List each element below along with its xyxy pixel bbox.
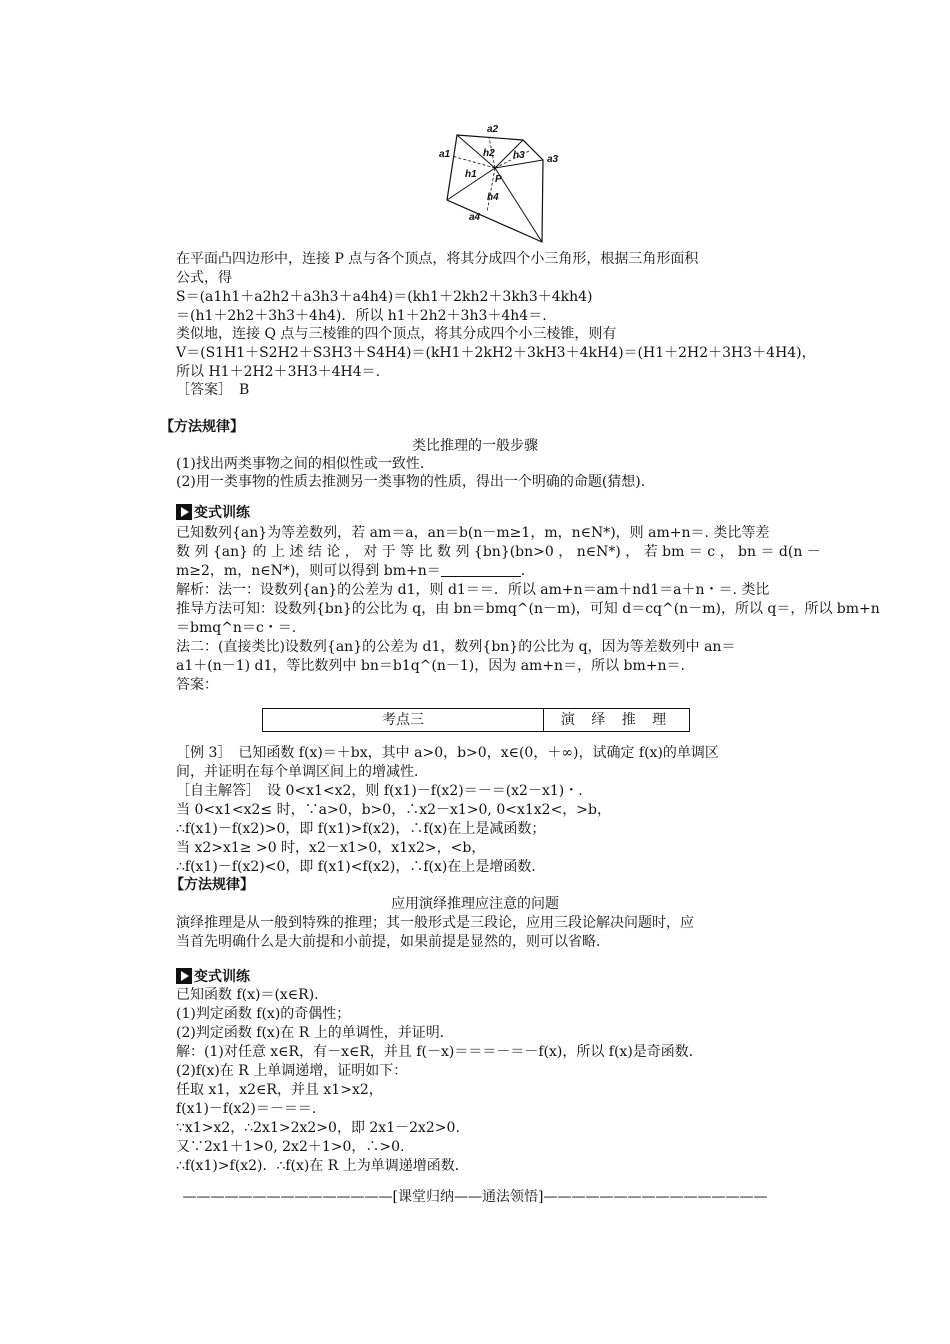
quadrilateral-diagram [425,120,565,245]
solution-line: 解析：法一：设数列{an}的公差为 d1，则 d1＝＝．所以 am+n＝am＋nd1＝a＋n・＝. 类比 [176,582,770,598]
exercise-line: 已知数列{an}为等差数列，若 am＝a，an＝b(n－m≥1，m，n∈N*)，则 am+n＝. 类比等差 [176,525,770,541]
quadrilateral-figure [425,120,565,245]
solution-line: 解：(1)对任意 x∈R，有－x∈R，并且 f(－x)＝＝＝－＝－f(x)，所以 f(x)是奇函数． [176,1044,703,1060]
solution-line: 所以 H1＋2H2＋3H3＋4H4＝. [176,364,381,380]
exercise-line: m≥2，m，n∈N*)，则可以得到 bm+n＝ . [176,563,526,579]
method-title: 应用演绎推理应注意的问题 [391,896,559,912]
topic-banner [262,708,690,732]
label-h4: h4 [487,192,499,203]
method-title: 类比推理的一般步骤 [412,438,538,454]
exercise-line: 已知函数 f(x)＝(x∈R)． [176,987,329,1003]
solution-line: 又∵2x1＋1>0, 2x2＋1>0，∴>0. [176,1139,405,1155]
topic-number: 考点三 [263,709,544,731]
answer-line: 答案： [176,677,218,693]
solution-line: ＝bmq^n＝c・＝. [176,620,297,636]
solution-line: 在平面凸四边形中，连接 P 点与各个顶点，将其分成四个小三角形，根据三角形面积 [176,251,699,267]
example-line: ∴f(x1)－f(x2)<0，即 f(x1)<f(x2)，∴f(x)在上是增函数． [176,859,546,875]
example-line: 间，并证明在每个单调区间上的增减性． [176,764,428,780]
solution-line: ∴f(x1)>f(x2)．∴f(x)在 R 上为单调递增函数． [176,1158,469,1174]
label-a4: a4 [469,212,481,223]
solution-line: 类似地，连接 Q 点与三棱锥的四个顶点，将其分成四个小三棱锥，则有 [176,326,617,342]
section-footer: ———————————————[课堂归纳——通法领悟]———————————————— [182,1189,768,1205]
answer-blank[interactable] [441,563,521,577]
label-a2: a2 [487,124,499,135]
label-P: P [495,174,502,185]
example-line: ［自主解答］ 设 0<x1<x2，则 f(x1)－f(x2)＝－＝(x2－x1)・. [176,783,583,799]
exercise-header: 变式训练 [176,502,250,522]
solution-line: S＝(a1h1＋a2h2＋a3h3＋a4h4)＝(kh1＋2kh2＋3kh3＋4kh4) [176,289,593,305]
solution-line: ＝(h1＋2h2＋3h3＋4h4)．所以 h1＋2h2＋3h3＋4h4＝. [176,308,547,324]
play-icon [176,504,192,520]
solution-line: 法二：(直接类比)设数列{an}的公差为 d1，数列{bn}的公比为 q，因为等差数列中 an＝ [176,639,736,655]
exercise-header: 变式训练 [176,966,250,986]
solution-line: (2)f(x)在 R 上单调递增，证明如下： [176,1063,408,1079]
solution-line: a1＋(n－1) d1，等比数列中 bn＝b1q^(n－1)，因为 am+n＝，所以 bm+n＝. [176,658,685,674]
method-header: 【方法规律】 [160,419,244,435]
label-a3: a3 [547,154,559,165]
label-h3: h3 [513,150,525,161]
solution-line: 任取 x1，x2∈R，并且 x1>x2， [176,1082,383,1098]
solution-line: f(x1)－f(x2)＝－＝＝. [176,1101,317,1117]
example-line: 当 0<x1<x2≤ 时，∵a>0，b>0，∴x2－x1>0, 0<x1x2<，>b， [176,802,611,818]
exercise-line: (2)判定函数 f(x)在 R 上的单调性，并证明． [176,1025,454,1041]
label-h1: h1 [465,169,477,180]
example-line: 当 x2>x1≥ >0 时，x2－x1>0，x1x2>，<b， [176,840,486,856]
method-step: (1)找出两类事物之间的相似性或一致性． [176,456,434,472]
label-h2: h2 [483,148,495,159]
solution-line: 推导方法可知：设数列{bn}的公比为 q，由 bn＝bmq^(n－m)，可知 d＝cq^(n－m)，所以 q＝，所以 bm+n [176,601,880,617]
method-line: 演绎推理是从一般到特殊的推理；其一般形式是三段论，应用三段论解决问题时，应 [176,915,694,931]
solution-line: ∵x1>x2，∴2x1>2x2>0，即 2x1－2x2>0. [176,1120,460,1136]
play-icon [176,968,192,984]
exercise-line: 数 列 {an} 的 上 述 结 论 ， 对 于 等 比 数 列 {bn}(bn>0 ， n∈N*) ， 若 bm ＝ c ， bn ＝ d(n － [176,544,821,560]
answer-line: ［答案］ B [176,382,250,398]
method-line: 当首先明确什么是大前提和小前提，如果前提是显然的，则可以省略． [176,934,610,950]
solution-line: 公式，得 [176,270,232,286]
example-line: ∴f(x1)－f(x2)>0，即 f(x1)>f(x2)，∴f(x)在上是减函数； [176,821,546,837]
exercise-line: (1)判定函数 f(x)的奇偶性； [176,1006,351,1022]
solution-line: V＝(S1H1＋S2H2＋S3H3＋S4H4)＝(kH1＋2kH2＋3kH3＋4kH4)＝(H1＋2H2＋3H3＋4H4)， [176,345,816,361]
method-step: (2)用一类事物的性质去推测另一类事物的性质，得出一个明确的命题(猜想)． [176,474,655,490]
label-a1: a1 [439,149,451,160]
method-header: 【方法规律】 [170,877,254,893]
example-line: ［例 3］ 已知函数 f(x)＝＋bx，其中 a>0，b>0，x∈(0，＋∞)，试确定 f(x)的单调区 [176,745,719,761]
topic-title: 演 绎 推 理 [560,712,673,728]
